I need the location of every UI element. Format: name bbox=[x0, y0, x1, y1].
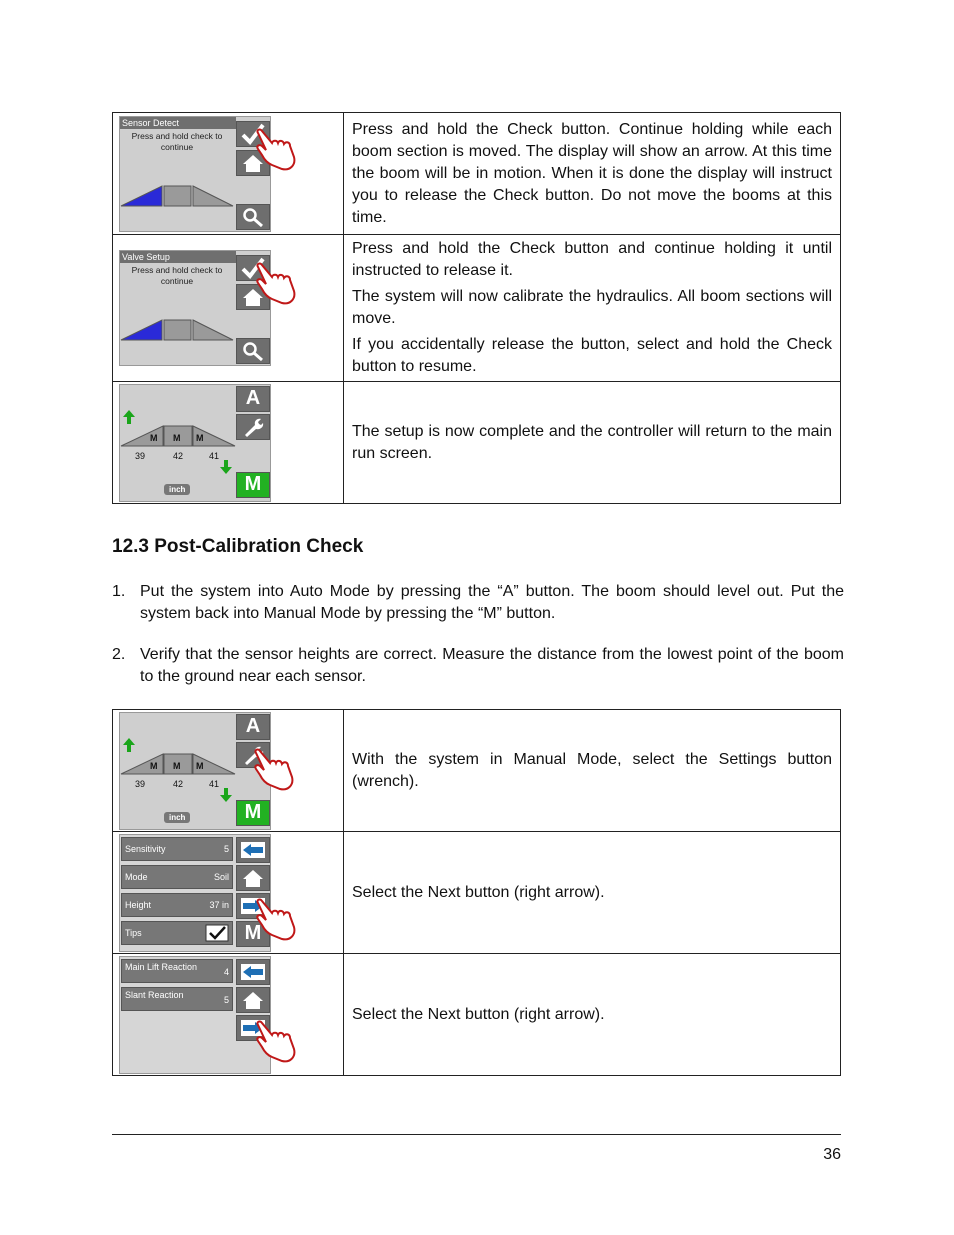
menu-item-label: Sensitivity bbox=[125, 843, 166, 854]
screen-message: Press and hold check to continue bbox=[131, 130, 223, 152]
menu-item-label: Slant Reaction bbox=[125, 989, 184, 1000]
center-boom-section bbox=[164, 320, 191, 340]
left-arrow-icon bbox=[240, 963, 266, 981]
instruction-text: Press and hold the Check button. Continue holding while each boom section is moved. The display will show an arrow. At this time the boom will be in motion. When it is done the display will instruct you to release the Check button. Do not move the booms at this time. bbox=[352, 120, 832, 226]
menu-item-sensitivity[interactable] bbox=[121, 837, 233, 861]
instruction-text: The system will now calibrate the hydraulics. All boom sections will move. bbox=[352, 288, 832, 327]
down-arrow-icon bbox=[219, 459, 233, 475]
instruction-cell bbox=[344, 235, 841, 382]
settings-menu-screen bbox=[119, 834, 271, 952]
sensor-height-value: 42 bbox=[173, 778, 184, 789]
screen-cell bbox=[113, 710, 344, 832]
pointing-hand-icon bbox=[252, 747, 304, 791]
screen-title: Sensor Detect bbox=[120, 117, 236, 129]
reaction-menu-screen bbox=[119, 956, 271, 1074]
left-boom-section bbox=[121, 186, 162, 206]
instruction-cell bbox=[344, 710, 841, 832]
sensor-height-value: 41 bbox=[209, 450, 220, 461]
menu-item-main-lift-reaction[interactable] bbox=[121, 959, 233, 983]
instruction-text: Press and hold the Check button and continue holding it until instructed to release it. bbox=[352, 240, 832, 279]
magnifier-icon bbox=[242, 341, 264, 361]
menu-item-mode[interactable] bbox=[121, 865, 233, 889]
menu-item-value: 5 bbox=[223, 843, 229, 854]
boom-mode-label: M bbox=[196, 432, 204, 443]
screen-cell bbox=[113, 832, 344, 954]
screen-cell bbox=[113, 954, 344, 1076]
table-row bbox=[113, 113, 841, 235]
unit-badge: inch bbox=[164, 812, 190, 823]
menu-item-label: Main Lift Reaction bbox=[125, 961, 198, 972]
manual-mode-button[interactable]: M bbox=[236, 921, 270, 947]
magnifier-icon bbox=[242, 207, 264, 227]
auto-mode-button[interactable]: A bbox=[236, 714, 270, 740]
instruction-text: Select the Next button (right arrow). bbox=[352, 883, 605, 901]
back-button[interactable] bbox=[236, 959, 270, 985]
back-button[interactable] bbox=[236, 837, 270, 863]
menu-item-value: 37 in bbox=[209, 899, 229, 910]
sensor-height-value: 41 bbox=[209, 778, 220, 789]
step-number: 2. bbox=[112, 646, 126, 663]
screen-cell bbox=[113, 235, 344, 382]
sensor-height-value: 39 bbox=[135, 450, 146, 461]
main-run-screen bbox=[119, 712, 271, 830]
boom-diagram bbox=[120, 185, 234, 207]
boom-mode-label: M bbox=[150, 432, 158, 443]
step-text: Verify that the sensor heights are correct. Measure the distance from the lowest point of the boom to the ground near each sensor. bbox=[140, 646, 844, 685]
search-button[interactable] bbox=[236, 338, 270, 364]
instruction-text: Select the Next button (right arrow). bbox=[352, 1005, 605, 1023]
sensor-height-value: 42 bbox=[173, 450, 184, 461]
down-arrow-icon bbox=[219, 787, 233, 803]
menu-item-tips[interactable] bbox=[121, 921, 233, 945]
menu-item-label: Mode bbox=[125, 871, 148, 882]
instruction-text: The setup is now complete and the controller will return to the main run screen. bbox=[352, 422, 832, 462]
step-text: Put the system into Auto Mode by pressing the “A” button. The boom should level out. Put the system back into Manual Mode by pressing the “M” button. bbox=[140, 583, 844, 622]
table-row bbox=[113, 382, 841, 504]
left-boom-section bbox=[121, 320, 162, 340]
instruction-cell bbox=[344, 382, 841, 504]
instruction-text: With the system in Manual Mode, select the Settings button (wrench). bbox=[352, 750, 832, 790]
right-boom-section bbox=[193, 186, 233, 206]
settings-button[interactable] bbox=[236, 414, 270, 440]
boom-diagram bbox=[120, 319, 234, 341]
pointing-hand-icon bbox=[254, 127, 306, 171]
sensor-detect-screen bbox=[119, 116, 271, 232]
home-icon bbox=[242, 868, 264, 888]
pointing-hand-icon bbox=[254, 261, 306, 305]
valve-setup-screen bbox=[119, 250, 271, 366]
instruction-text: If you accidentally release the button, select and hold the Check button to resume. bbox=[352, 336, 832, 375]
instruction-cell bbox=[344, 832, 841, 954]
home-icon bbox=[242, 990, 264, 1010]
page-number: 36 bbox=[823, 1146, 841, 1163]
table-row bbox=[113, 954, 841, 1076]
sensor-height-value: 39 bbox=[135, 778, 146, 789]
pointing-hand-icon bbox=[254, 897, 306, 941]
boom-mode-label: M bbox=[196, 760, 204, 771]
instruction-cell bbox=[344, 113, 841, 235]
menu-item-label: Height bbox=[125, 899, 152, 910]
pointing-hand-icon bbox=[254, 1019, 306, 1063]
boom-mode-label: M bbox=[150, 760, 158, 771]
home-button[interactable] bbox=[236, 865, 270, 891]
search-button[interactable] bbox=[236, 204, 270, 230]
table-row bbox=[113, 832, 841, 954]
section-heading: 12.3 Post-Calibration Check bbox=[112, 536, 364, 557]
right-boom-section bbox=[193, 320, 233, 340]
menu-item-height[interactable] bbox=[121, 893, 233, 917]
screen-cell bbox=[113, 113, 344, 235]
screen-message: Press and hold check to continue bbox=[131, 265, 223, 286]
menu-item-label: Tips bbox=[125, 927, 142, 938]
home-button[interactable] bbox=[236, 987, 270, 1013]
manual-mode-button[interactable]: M bbox=[236, 800, 270, 826]
screen-cell bbox=[113, 382, 344, 504]
main-run-screen bbox=[119, 384, 271, 502]
checkbox-checked-icon[interactable] bbox=[205, 924, 229, 942]
calibration-steps-table bbox=[112, 112, 841, 504]
menu-item-value: Soil bbox=[213, 871, 229, 882]
list-item bbox=[112, 644, 844, 688]
instruction-cell bbox=[344, 954, 841, 1076]
menu-item-value: 4 bbox=[223, 966, 229, 977]
auto-mode-button[interactable]: A bbox=[236, 386, 270, 412]
footer-divider bbox=[112, 1134, 841, 1135]
post-calibration-table bbox=[112, 709, 841, 1076]
left-arrow-icon bbox=[240, 841, 266, 859]
menu-item-value: 5 bbox=[223, 994, 229, 1005]
boom-mode-label: M bbox=[173, 760, 181, 771]
table-row bbox=[113, 710, 841, 832]
screen-title: Valve Setup bbox=[120, 251, 236, 263]
center-boom-section bbox=[164, 186, 191, 206]
unit-badge: inch bbox=[164, 484, 190, 495]
manual-mode-button[interactable]: M bbox=[236, 472, 270, 498]
boom-mode-label: M bbox=[173, 432, 181, 443]
menu-item-slant-reaction[interactable] bbox=[121, 987, 233, 1011]
wrench-icon bbox=[242, 416, 264, 438]
step-number: 1. bbox=[112, 583, 126, 600]
table-row bbox=[113, 235, 841, 382]
list-item bbox=[112, 581, 844, 625]
